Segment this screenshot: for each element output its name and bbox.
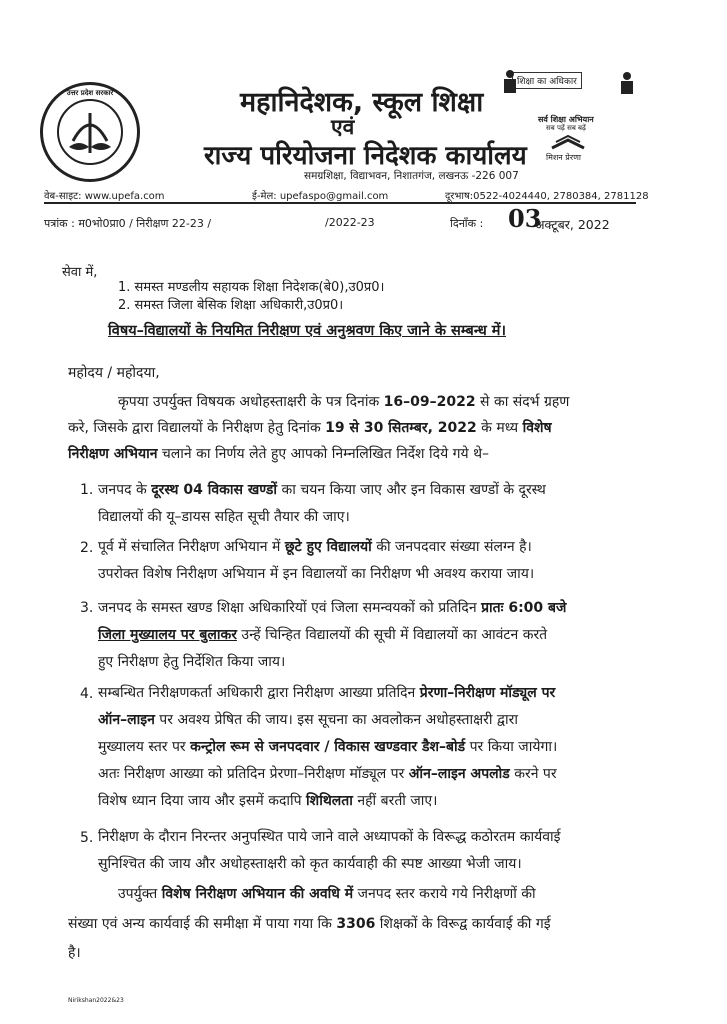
item-4-line-3: मुख्यालय स्तर पर कन्ट्रोल रूम से जनपदवार / विकास खण्डवार डैश–बोर्ड पर किया जायेगा। <box>98 739 558 755</box>
item-3-line-1: जनपद के समस्त खण्ड शिक्षा अधिकारियों एवं जिला समन्वयकों को प्रतिदिन प्रातः 6:00 बजे <box>98 600 567 616</box>
item-1-number: 1. <box>80 482 94 498</box>
date-month-year: अक्टूबर, 2022 <box>535 217 610 232</box>
child-reading-icon <box>500 68 520 96</box>
closing-line-1: उपर्युक्त विशेष निरीक्षण अभियान की अवधि में जनपद स्तर कराये गये निरीक्षणों की <box>118 886 536 902</box>
addressee-2: 2. समस्त जिला बेसिक शिक्षा अधिकारी,उ0प्र0। <box>118 298 344 313</box>
closing-line-2: संख्या एवं अन्य कार्यवाई की समीक्षा में पाया गया कि 3306 शिक्षकों के विरूद्व कार्यवाई की गई <box>68 916 551 932</box>
item-3-line-2: जिला मुख्यालय पर बुलाकर उन्हें चिन्हित विद्यालयों की सूची में विद्यालयों का आवंटन करते <box>98 627 548 643</box>
salutation: महोदय / महोदया, <box>68 365 160 381</box>
letter-subject: विषय–विद्यालयों के नियमित निरीक्षण एवं अनुश्रवण किए जाने के सम्बन्ध में। <box>108 323 506 339</box>
email: ई-मेल: upefaspo@gmail.com <box>252 191 389 202</box>
rte-logo-text: शिक्षा का अधिकार <box>512 72 582 89</box>
item-5-line-2: सुनिश्चित की जाय और अधोहस्ताक्षरी को कृत कार्यवाही की स्पष्ट आख्या भेजी जाय। <box>98 856 522 872</box>
item-4-line-2: ऑन–लाइन पर अवश्य प्रेषित की जाय। इस सूचना का अवलोकन अधोहस्ताक्षरी द्वारा <box>98 712 518 728</box>
books-icon <box>550 132 586 152</box>
reference-number: पत्रांक : म0भो0प्रा0 / निरीक्षण 22-23 / <box>44 217 212 230</box>
reference-year: /2022-23 <box>325 216 375 229</box>
addressee-1: 1. समस्त मण्डलीय सहायक शिक्षा निदेशक(बे0),उ0प्र0। <box>118 280 385 295</box>
item-2-number: 2. <box>80 540 94 556</box>
item-5-line-1: निरीक्षण के दौरान निरन्तर अनुपस्थित पाये जाने वाले अध्यापकों के विरूद्ध कठोरतम कार्यवाई <box>98 829 561 845</box>
seva-mein: सेवा में, <box>62 265 98 280</box>
item-5-number: 5. <box>80 830 94 846</box>
emblem-inner-ring <box>57 99 123 165</box>
child-pencil-icon <box>616 70 638 96</box>
item-4-line-1: सम्बन्धित निरीक्षणकर्ता अधिकारी द्वारा निरीक्षण आख्या प्रतिदिन प्रेरणा–निरीक्षण मॉड्यूल पर <box>98 685 556 701</box>
emblem-text: उत्तर प्रदेश सरकार <box>66 89 114 97</box>
footer-file-name: Nirikshan2022&23 <box>68 997 124 1004</box>
intro-line-1: कृपया उपर्युक्त विषयक अधोहस्ताक्षरी के पत्र दिनांक 16–09–2022 से का संदर्भ ग्रहण <box>118 394 570 410</box>
ssa-tagline: सब पढ़ें सब बढ़ें <box>546 124 586 132</box>
item-4-line-5: विशेष ध्यान दिया जाय और इसमें कदापि शिथिलता नहीं बरती जाए। <box>98 793 438 809</box>
phone: दूरभाष:0522-4024440, 2780384, 2781128 <box>445 191 649 202</box>
item-4-line-4: अतः निरीक्षण आख्या को प्रतिदिन प्रेरणा–निरीक्षण मॉड्यूल पर ऑन–लाइन अपलोड करने पर <box>98 766 557 782</box>
item-2-line-2: उपरोक्त विशेष निरीक्षण अभियान में इन विद्यालयों का निरीक्षण भी अवश्य कराया जाय। <box>98 566 535 582</box>
item-4-number: 4. <box>80 686 94 702</box>
emblem-fish-bow-icon <box>59 101 121 163</box>
item-1-line-1: जनपद के दूरस्थ 04 विकास खण्डों का चयन किया जाए और इन विकास खण्डों के दूरस्थ <box>98 482 546 498</box>
right-logos <box>498 68 640 168</box>
item-3-number: 3. <box>80 600 94 616</box>
office-address: समग्रशिक्षा, विद्याभवन, निशातगंज, लखनऊ -226 007 <box>304 170 519 182</box>
item-2-line-1: पूर्व में संचालित निरीक्षण अभियान में छूटे हुए विद्यालयों की जनपदवार संख्या संलग्न है। <box>98 539 532 555</box>
item-3-line-3: हुए निरीक्षण हेतु निर्देशित किया जाय। <box>98 654 286 670</box>
office-title-line1: महानिदेशक, स्कूल शिक्षा <box>240 87 484 118</box>
date-label: दिनाँक : <box>450 217 484 230</box>
intro-line-2: करे, जिसके द्वारा विद्यालयों के निरीक्षण हेतु दिनांक 19 से 30 सितम्बर, 2022 के मध्य विशेष <box>68 420 552 436</box>
intro-line-3: निरीक्षण अभियान चलाने का निर्णय लेते हुए आपको निम्नलिखित निर्देश दिये गये थे– <box>68 446 490 462</box>
closing-line-3: है। <box>68 945 81 961</box>
office-title-line2: एवं <box>331 115 355 139</box>
office-title-line3: राज्य परियोजना निदेशक कार्यालय <box>204 141 527 171</box>
date-day: 03 <box>508 204 542 233</box>
government-emblem <box>40 82 140 182</box>
website: वेब-साइट: www.upefa.com <box>44 191 165 202</box>
mission-prerna-text: मिशन प्रेरणा <box>546 153 581 162</box>
item-1-line-2: विद्यालयों की यू–डायस सहित सूची तैयार की जाए। <box>98 509 350 525</box>
header-divider <box>44 202 636 204</box>
ssa-logo-text: सर्व शिक्षा अभियान <box>538 115 594 124</box>
